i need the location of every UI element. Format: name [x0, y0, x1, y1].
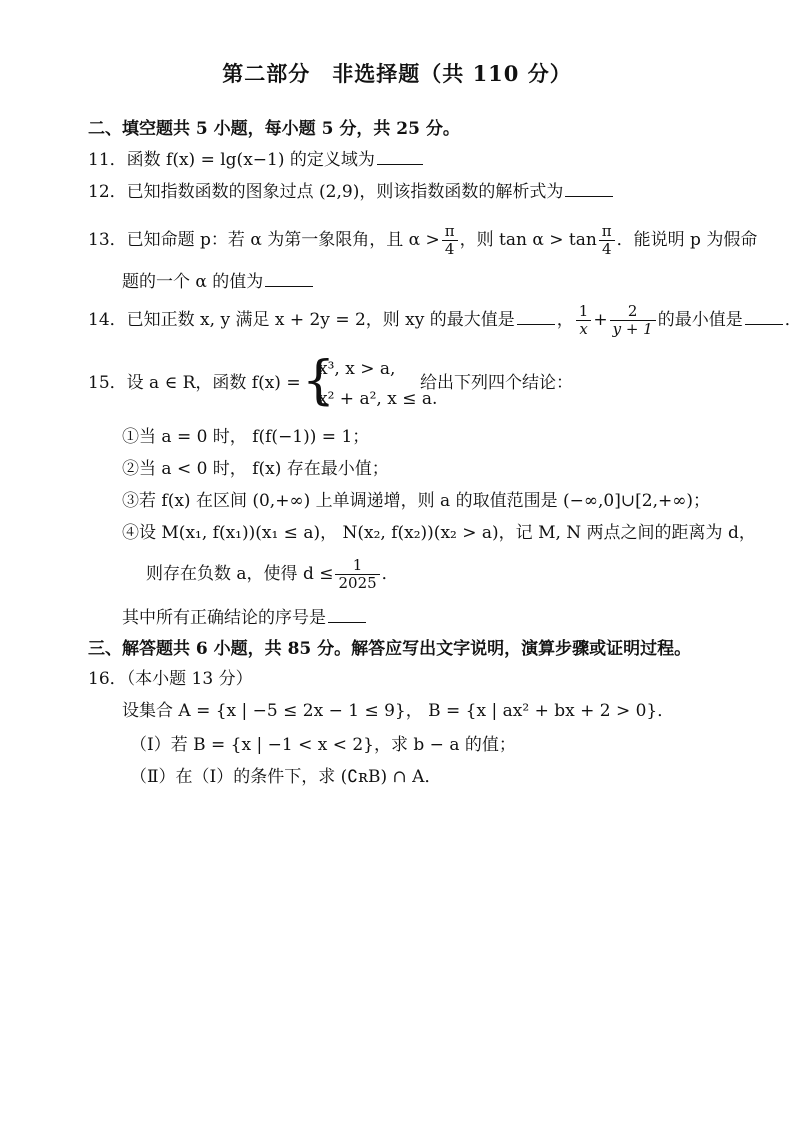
- question-12: [88, 180, 615, 203]
- question-11-text: 函数 f(x) = lg(x−1) 的定义域为: [126, 150, 375, 170]
- conclusion-1: ①当 a = 0 时， f(f(−1)) = 1；: [122, 427, 370, 447]
- question-16-number: 16．: [88, 669, 127, 689]
- fraction-1-over-2025: [335, 557, 379, 592]
- question-15-text-a: 设 a ∈ R，函数 f(x) =: [126, 373, 301, 393]
- question-16: [88, 668, 253, 690]
- question-13-text-a: 已知命题 p：若 α 为第一象限角，且 α >: [126, 230, 440, 250]
- question-15-end-text: 其中所有正确结论的序号是: [122, 608, 326, 628]
- fraction-pi-over-4: [599, 223, 615, 258]
- conclusion-4-text-b: 则存在负数 a，使得 d ≤: [146, 564, 334, 584]
- question-14-text-a: 已知正数 x, y 满足 x + 2y = 2，则 xy 的最大值是: [126, 310, 515, 330]
- question-16-part-1: （Ⅰ）若 B = {x | −1 < x < 2}，求 b − a 的值；: [130, 735, 516, 755]
- conclusion-4-period: ．: [381, 564, 399, 584]
- answer-blank: [328, 606, 366, 623]
- fraction-numerator: π: [599, 223, 615, 241]
- question-11-number: 11．: [88, 150, 127, 170]
- conclusion-2: ②当 a < 0 时， f(x) 存在最小值；: [122, 459, 389, 479]
- fraction-2-over-y-plus-1: [610, 303, 656, 338]
- piecewise-brace: {: [302, 351, 336, 411]
- section-2-heading: 二、填空题共 5 小题，每小题 5 分，共 25 分。: [88, 119, 460, 139]
- fraction-numerator: 1: [335, 557, 379, 575]
- answer-blank: [745, 308, 783, 325]
- fraction-numerator: 1: [576, 303, 592, 321]
- answer-blank: [377, 148, 423, 165]
- conclusion-4: ④设 M(x₁, f(x₁))(x₁ ≤ a)， N(x₂, f(x₂))(x₂ > a)，记 M, N 两点之间的距离为 d，: [122, 523, 756, 543]
- question-15-end: [122, 606, 368, 629]
- question-12-number: 12．: [88, 182, 127, 202]
- question-13-number: 13．: [88, 230, 127, 250]
- fraction-numerator: 2: [610, 303, 656, 321]
- question-11: [88, 148, 425, 171]
- piecewise-case-2: x² + a², x ≤ a.: [318, 389, 438, 409]
- answer-blank: [265, 270, 313, 287]
- question-13-continued: [122, 270, 315, 293]
- question-14: [88, 302, 802, 338]
- conclusion-4-continued: [146, 554, 399, 594]
- fraction-1-over-x: [576, 303, 592, 338]
- question-15: [88, 372, 301, 394]
- fraction-denominator: 4: [601, 240, 612, 258]
- fraction-pi-over-4: [442, 223, 458, 258]
- fraction-denominator: y + 1: [612, 320, 653, 338]
- conclusion-3: ③若 f(x) 在区间 (0,+∞) 上单调递增，则 a 的取值范围是 (−∞,0]∪[2,+∞)；: [122, 491, 711, 511]
- question-14-text-d: 的最小值是: [657, 310, 743, 330]
- question-14-number: 14．: [88, 310, 127, 330]
- fraction-numerator: π: [442, 223, 458, 241]
- question-14-text-e: ．: [784, 310, 802, 330]
- section-3-heading: 三、解答题共 6 小题，共 85 分。解答应写出文字说明，演算步骤或证明过程。: [88, 639, 692, 659]
- fraction-denominator: 4: [444, 240, 455, 258]
- answer-blank: [517, 308, 555, 325]
- fraction-denominator: 2025: [338, 574, 377, 592]
- question-12-text: 已知指数函数的图象过点 (2,9)，则该指数函数的解析式为: [126, 182, 564, 202]
- question-13: [88, 222, 757, 258]
- question-15-text-b: 给出下列四个结论：: [420, 373, 573, 393]
- question-13-text-c: ．能说明 p 为假命: [616, 230, 758, 250]
- question-16-stem: 设集合 A = {x | −5 ≤ 2x − 1 ≤ 9}， B = {x | ax² + bx + 2 > 0}．: [122, 701, 675, 721]
- page-title: 第二部分 非选择题（共 110 分）: [222, 61, 572, 86]
- piecewise-case-1: x³, x > a,: [318, 359, 396, 379]
- answer-blank: [565, 180, 613, 197]
- question-13-text-b: ，则 tan α > tan: [459, 230, 597, 250]
- question-16-part-2: （Ⅱ）在（Ⅰ）的条件下，求 (∁ʀB) ∩ A．: [130, 767, 442, 787]
- question-16-score: （本小题 13 分）: [126, 669, 253, 689]
- question-13-text-d: 题的一个 α 的值为: [122, 272, 264, 292]
- fraction-denominator: x: [579, 320, 588, 338]
- question-14-text-b: ，: [556, 310, 574, 330]
- question-14-plus: +: [593, 310, 608, 330]
- question-15-number: 15．: [88, 373, 127, 393]
